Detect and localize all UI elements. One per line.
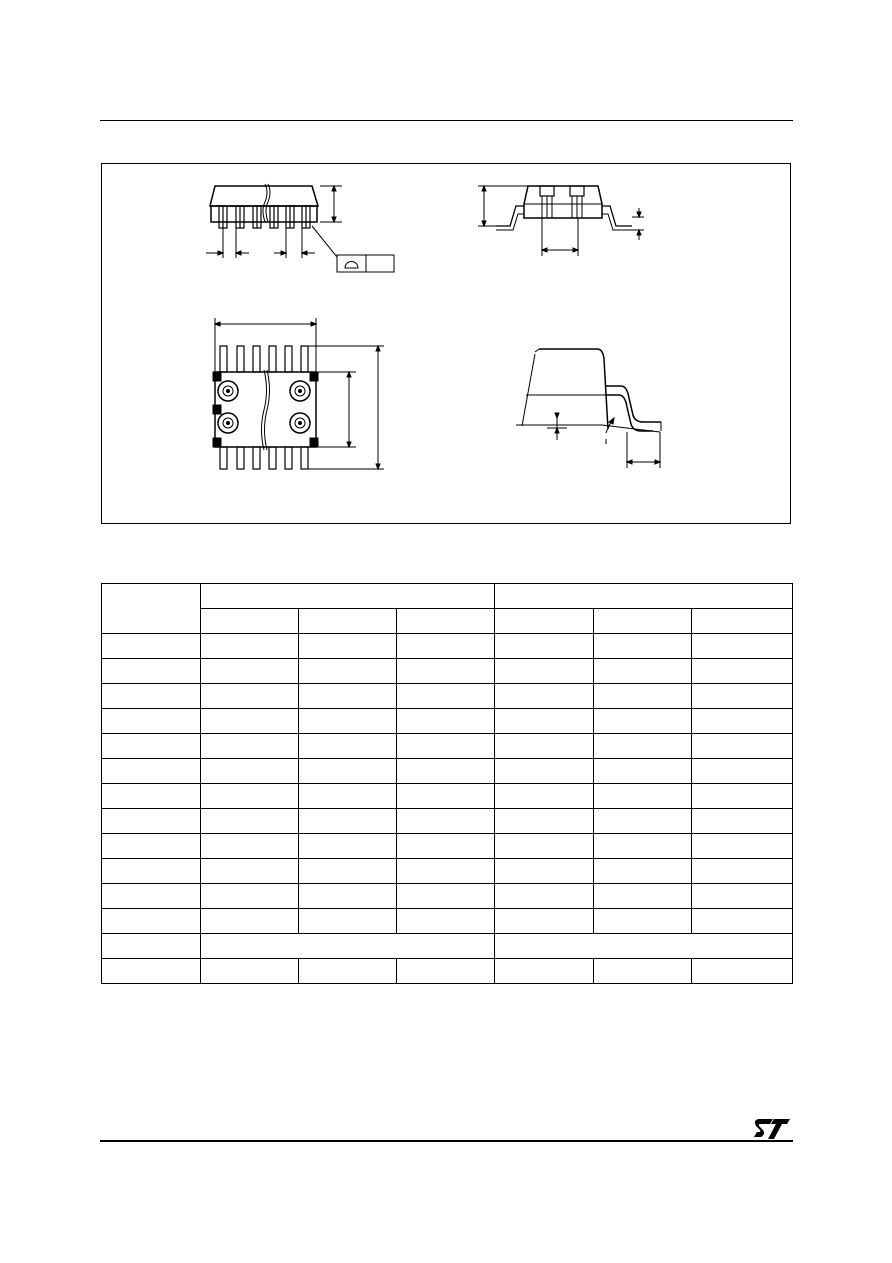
table-row (102, 809, 793, 834)
top-view (213, 318, 384, 469)
subheader-cell (397, 609, 495, 634)
lead-detail-view (516, 349, 661, 468)
subheader-cell (495, 609, 594, 634)
st-logo-icon (754, 1117, 792, 1144)
group-header-cell (495, 584, 793, 609)
table-row (102, 784, 793, 809)
table-row (102, 834, 793, 859)
table-row (102, 734, 793, 759)
subheader-cell (201, 609, 299, 634)
table-header-row (102, 584, 793, 609)
subheader-cell (692, 609, 793, 634)
package-drawing (101, 163, 791, 524)
footer-rule (100, 1140, 793, 1142)
table-row (102, 859, 793, 884)
table-subheader-row (102, 609, 793, 634)
group-header-cell (201, 584, 495, 609)
table-row (102, 684, 793, 709)
dimensions-table (101, 583, 793, 984)
table-row (102, 634, 793, 659)
table-row (102, 659, 793, 684)
front-view (206, 184, 394, 272)
table-row (102, 759, 793, 784)
table-row (102, 884, 793, 909)
table-row (102, 959, 793, 984)
side-view (478, 186, 644, 256)
header-rule (100, 120, 793, 121)
table-row (102, 709, 793, 734)
table-row (102, 909, 793, 934)
table-row-merged (102, 934, 793, 959)
subheader-cell (299, 609, 397, 634)
subheader-cell (594, 609, 692, 634)
header-cell (102, 584, 201, 634)
